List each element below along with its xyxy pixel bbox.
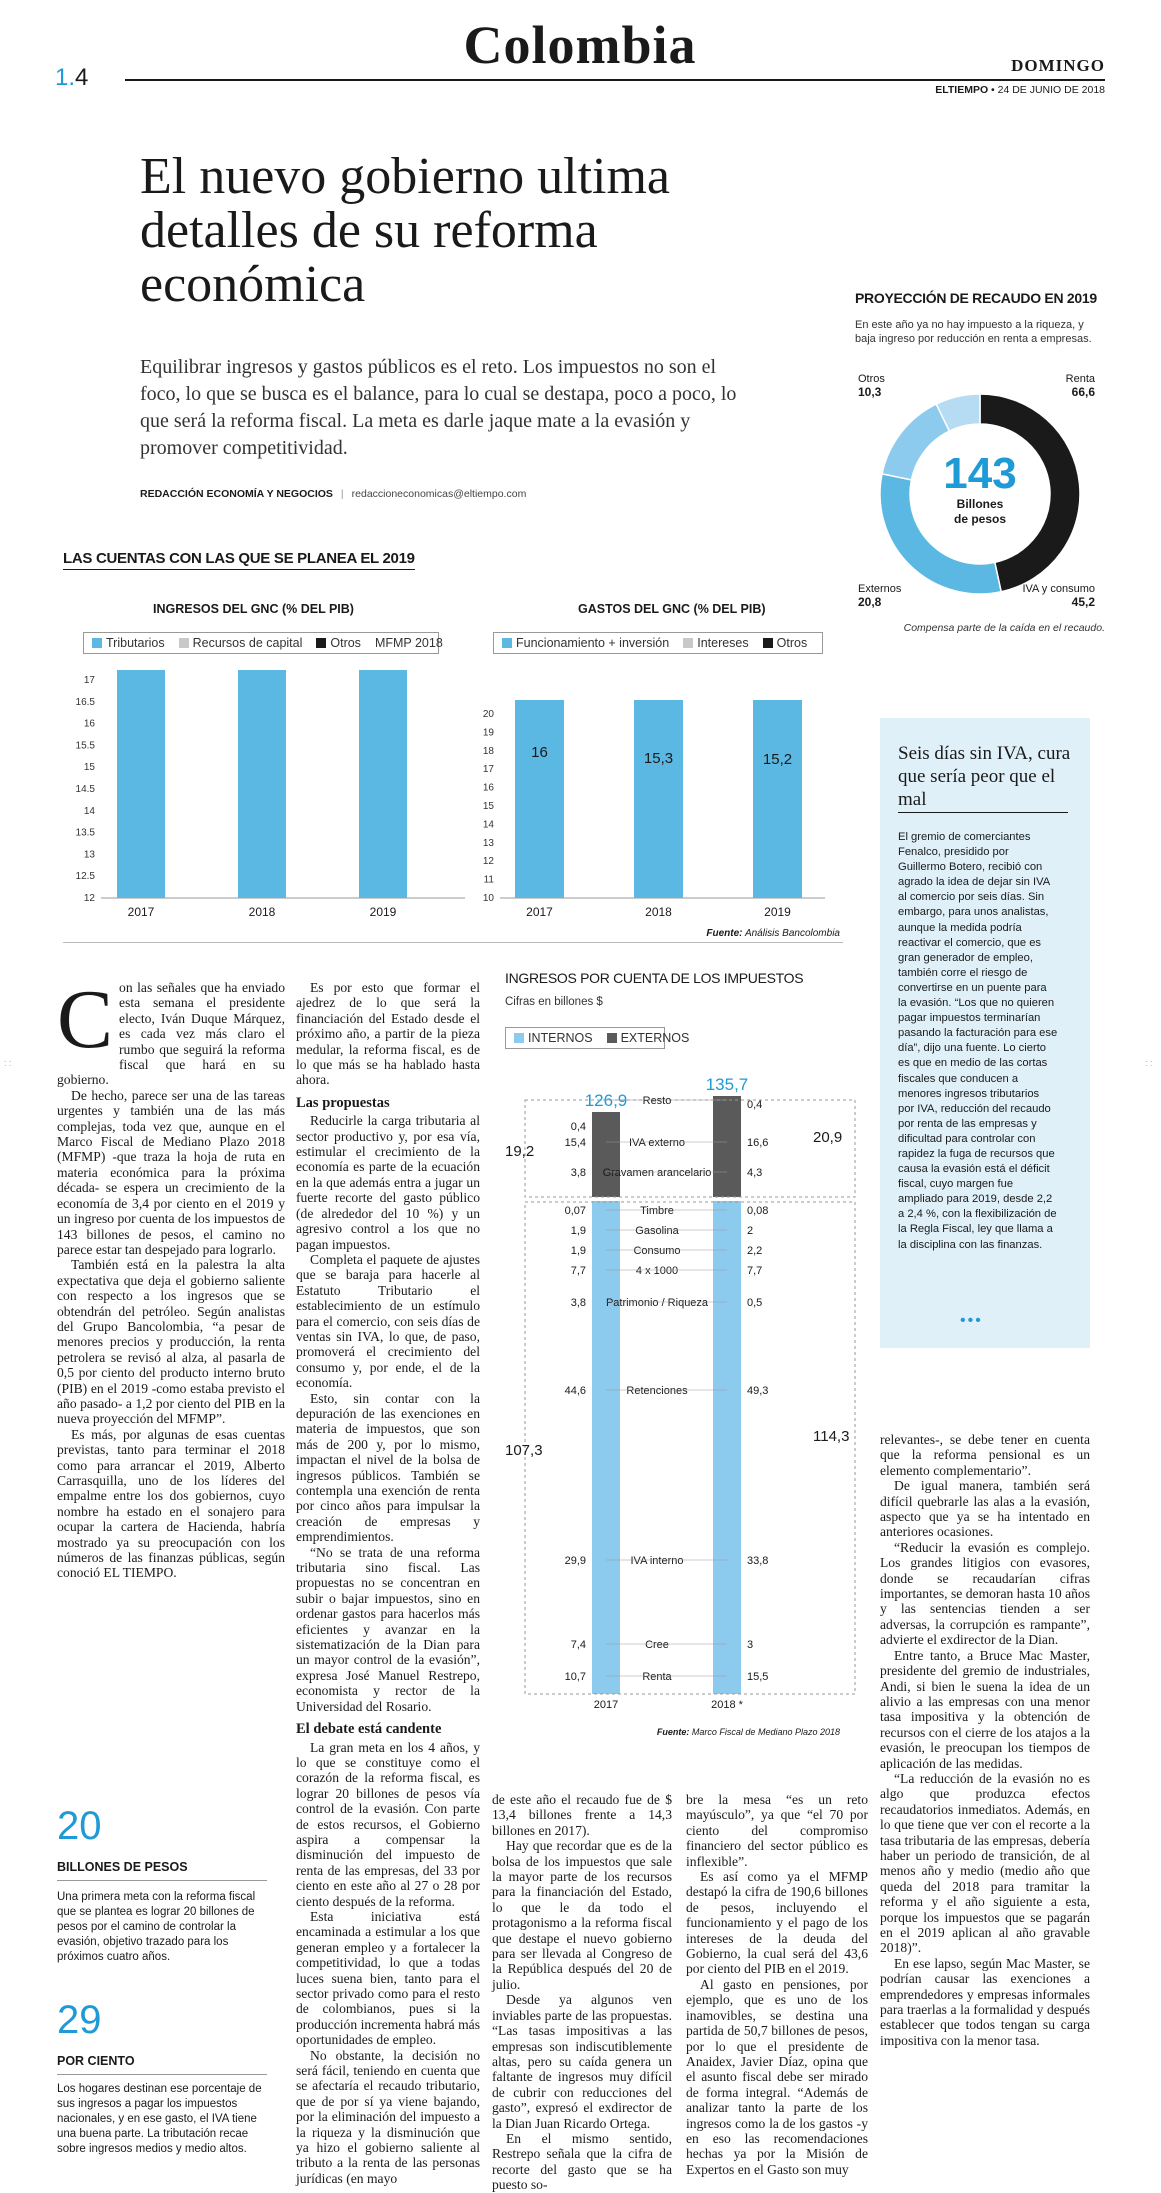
col5-para: Entre tanto, a Bruce Mac Master, presidente del gremio de industriales, Andi, si bien le suena la idea de un alivio a las empresas con una menor tasa impositiva y la obtención de recursos con el cierre de los atajos a la evasión, le preocupan los tiempos de aplicación de las medidas.: [880, 1647, 1090, 1771]
legend-tributarios: [92, 636, 165, 650]
imp-resto-value-2017: 0,4: [570, 1121, 586, 1133]
byline-author: REDACCIÓN ECONOMÍA Y NEGOCIOS: [140, 488, 333, 500]
col2-para: Esto, sin contar con la depuración de las exenciones en materia de impuestos, que son más de 200 y, por lo mismo, impactan el nivel de la bolsa de ingresos públicos. También se contempla una exención de renta por cinco años para impulsar la creación de empresas y emprendimientos.: [296, 1390, 480, 1545]
lede: Equilibrar ingresos y gastos públicos es el reto. Los impuestos no son el foco, lo que se busca es el balance, para lo cual se destapa, poco a poco, lo que será la reforma fiscal. La meta es darle jaque mate a la evasión y promover competitividad.: [140, 356, 737, 459]
col5-para: relevantes-, se debe tener en cuenta que la reforma pensional es un elemento complementario”.: [880, 1432, 1090, 1478]
imp-bar-internos-2017: [592, 1201, 620, 1694]
article-col-5: [880, 1432, 1090, 2048]
legend-mfmp-label: MFMP 2018: [374, 636, 443, 650]
imp-segment-value-2017: 3,8: [570, 1297, 586, 1309]
drop-cap: C: [57, 973, 114, 1066]
col5-para: En ese lapso, según Mac Master, se podrían causar las exenciones a emprendedores y empresas informales para traerlas a la formalidad y después establecer que todos tengan su carga impositiva con la menor tasa.: [880, 1955, 1090, 2048]
sidebar-body: El gremio de comerciantes Fenalco, presidido por Guillermo Botero, recibió con agrado la idea de dejar sin IVA al comercio por seis días. Sin embargo, para unos analistas, aunque la medida podría reactivar el comercio, que es gran generador de empleo, también corre el riesgo de convertirse en un puente para la evasión. “Los que no quieren pagar impuestos terminarían pasando la facturación para ese día”, dijo una fuente. Lo cierto es que en medio de las cortas fiscales que conducen a menores ingresos tributarios por IVA, reducción del recaudo por renta de las empresas y dificultad para controlar con rapidez la fuga de recursos que causa la evasión está el déficit fiscal, cuyo margen fue ampliado para 2019, desde 2,2 a 2,4 %, con la flexibilización de la Regla Fiscal, ley que llama a la disciplina con las finanzas.: [898, 831, 1058, 1251]
bar-funcionamiento-inversi-n-2017: [515, 700, 564, 898]
imp-segment-value-2018: 0,5: [747, 1297, 763, 1309]
donut-value-otros: 10,3: [858, 385, 882, 399]
ingresos-title: INGRESOS DEL GNC (% DEL PIB): [153, 602, 354, 616]
col2-para: La gran meta en los 4 años, y lo que se constituye como el corazón de la reforma fiscal, es lograr 20 billones de pesos vía control de la evasión. Con parte de estos recursos, el Gobierno aspira a compensar la disminución del impuesto de renta de las empresas, del 33 por ciento en este año al 27 o 28 por ciento después de la reforma.: [296, 1739, 480, 1909]
legend-externos-label: EXTERNOS: [620, 1031, 690, 1045]
legend-recursos-label: Recursos de capital: [192, 636, 303, 650]
col5-para: “Reducir la evasión es complejo. Los grandes litigios con evasores, donde se recaudarían cifras importantes, se demoran hasta 10 años y las sentencias tienden a ser adversas, la corrupción es rampante”, advierte el exdirector de la Dian.: [880, 1539, 1090, 1648]
y-tick-label: 16: [482, 782, 494, 794]
imp-segment-name: IVA interno: [630, 1555, 684, 1567]
legend-funcionamiento-label: Funcionamiento + inversión: [516, 636, 670, 650]
imp-total-label: 135,7: [705, 1075, 749, 1094]
bar-label: 15,2: [762, 751, 793, 769]
imp-segment-value-2018: 2: [747, 1225, 754, 1237]
x-tick-label: 2017: [526, 905, 553, 919]
col2-para: Esta iniciativa está encaminada a estimular a los que generan empleo y a fortalecer la competitividad, lo que a todas luces suena bien, tanto para el sector privado como para el resto de colombianos, pues si la producción incrementa habrá más oportunidades de empleo.: [296, 1908, 480, 2048]
imp-group-label-internos: 107,3: [505, 1442, 543, 1459]
byline: REDACCIÓN ECONOMÍA Y NEGOCIOS | redaccioneconomicas@eltiempo.com: [140, 488, 527, 500]
legend-internos: [514, 1031, 593, 1045]
y-tick-label: 12.5: [75, 871, 95, 883]
impuestos-source-label: Fuente:: [656, 1727, 690, 1737]
date-text: • 24 DE JUNIO DE 2018: [988, 84, 1105, 96]
imp-segment-value-2018: 15,5: [747, 1671, 769, 1683]
y-tick-label: 12: [482, 856, 494, 868]
legend-recursos: [179, 636, 303, 650]
y-tick-label: 10: [482, 893, 494, 904]
y-tick-label: 11: [483, 874, 494, 886]
bar-tributarios-2019: [359, 670, 407, 898]
gastos-chart: [480, 700, 860, 930]
bar-label: 16: [531, 743, 548, 761]
imp-bar-externos-2018: [713, 1096, 741, 1197]
legend-otros: [316, 636, 361, 650]
imp-x-label: 2017: [593, 1699, 619, 1711]
stat-rule-29: [57, 2074, 267, 2075]
col1-para: De hecho, parece ser una de las tareas urgentes y también una de las más complejas, toda vez que, aunque en el Marco Fiscal de Mediano Plazo 2018 (MFMP) -que traza la hoja de ruta en materia económica para la próxima década- se espera un crecimiento de la economía de 3,4 por ciento en el 2019 y un ingreso por cuenta de los impuestos de 143 billones de pesos, el camino no parece estar tan despejado para lograrlo.: [57, 1087, 285, 1257]
imp-bar-externos-2017: [592, 1112, 620, 1197]
x-tick-label: 2018: [645, 905, 672, 919]
y-tick-label: 14.5: [75, 784, 95, 795]
x-tick-label: 2017: [127, 905, 155, 919]
col2-para: Es por esto que formar el ajedrez de lo que será la financiación del Estado desde el próximo año, a partir de la pieza medular, la reforma fiscal, es de lo que más se ha hablado hasta ahora.: [296, 980, 480, 1088]
bar-funcionamiento-inversi-n-2019: [753, 700, 802, 898]
y-tick-label: 13: [83, 849, 95, 861]
col4-para: Al gasto en pensiones, por ejemplo, que es uno de los inamovibles, se destina una partida de 50,7 billones de pesos, por lo que el presidente de Anaidex, Javier Díaz, opina que el asunto fiscal debe ser mirado de forma integral. “Además de analizar tanto la parte de los ingresos como la de los gastos -y en eso las recomendaciones hechas ya por la Misión de Expertos en el Gasto son muy: [686, 1976, 868, 2177]
y-tick-label: 12: [83, 893, 95, 904]
gastos-legend: [493, 632, 823, 654]
y-tick-label: 17: [83, 675, 95, 686]
donut-center-unit-1: Billones: [956, 497, 1004, 511]
page-number-section: 1.: [55, 64, 76, 91]
legend-otros-gastos: [763, 636, 808, 650]
y-tick-label: 20: [482, 709, 494, 720]
imp-segment-value-2018: 4,3: [747, 1167, 763, 1179]
bar-tributarios-2018: [238, 670, 286, 898]
cuentas-source: [660, 928, 840, 939]
legend-mfmp: [375, 636, 443, 650]
byline-email: redaccioneconomicas@eltiempo.com: [351, 488, 527, 500]
imp-segment-name: Consumo: [633, 1245, 681, 1257]
imp-segment-value-2017: 7,7: [570, 1265, 586, 1277]
y-tick-label: 14: [482, 819, 494, 831]
proyeccion-title: PROYECCIÓN DE RECAUDO EN 2019: [855, 290, 1097, 306]
paper-name: ELTIEMPO: [935, 84, 989, 96]
gastos-title: GASTOS DEL GNC (% DEL PIB): [578, 602, 766, 616]
subhead-propuestas: Las propuestas: [296, 1094, 390, 1111]
legend-externos: [607, 1031, 690, 1045]
margin-mark-left: : :: [4, 1058, 12, 1068]
imp-segment-name: Resto: [642, 1095, 672, 1107]
imp-segment-value-2018: 0,08: [747, 1205, 769, 1217]
y-tick-label: 15: [83, 762, 95, 774]
legend-funcionamiento: [502, 636, 669, 650]
impuestos-chart: [495, 1060, 875, 1730]
donut-value-externos: 20,8: [858, 595, 882, 609]
bar-funcionamiento-inversi-n-2018: [634, 700, 683, 898]
imp-segment-value-2017: 10,7: [564, 1671, 586, 1683]
imp-segment-value-2018: 16,6: [747, 1137, 769, 1149]
col3-para: Desde ya algunos ven inviables parte de las propuestas. “Las tasas impositivas a las empresas son indiscutiblemente altas, pero su caída genera un faltante de ingresos muy difícil de cubrir con reducciones del gasto”, expresó el exdirector de la Dian Juan Ricardo Ortega.: [492, 1992, 672, 2131]
y-tick-label: 13.5: [75, 827, 95, 839]
stat-text-20: Una primera meta con la reforma fiscal que se plantea es lograr 20 billones de pesos por el camino de controlar la evasión, objetivo trazado para los próximos cuatro años.: [57, 1891, 256, 1963]
imp-segment-value-2017: 3,8: [570, 1167, 586, 1179]
imp-segment-value-2017: 7,4: [570, 1639, 586, 1651]
ingresos-legend: [83, 632, 443, 654]
bar-tributarios-2017: [117, 670, 165, 898]
imp-x-label: 2018 *: [711, 1699, 743, 1711]
subhead-debate: El debate está candente: [296, 1721, 442, 1738]
col2-para: Completa el paquete de ajustes que se baraja para hacerle al Estatuto Tributario el establecimiento de un estímulo para el comercio, con seis días de ventas sin IVA, lo que, de paso, promoverá el crecimiento del consumo y, por ende, el de la economía.: [296, 1251, 480, 1391]
imp-segment-value-2017: 1,9: [570, 1225, 586, 1237]
impuestos-title: INGRESOS POR CUENTA DE LOS IMPUESTOS: [505, 970, 804, 986]
imp-group-label-externos: 19,2: [505, 1143, 535, 1160]
imp-segment-value-2017: 15,4: [564, 1137, 586, 1149]
impuestos-subtitle: Cifras en billones $: [505, 996, 603, 1008]
y-tick-label: 15: [482, 801, 494, 812]
col1-first-para: on las señales que ha enviado esta semana el presidente electo, Iván Duque Márquez, es cada vez más claro el rumbo que seguirá la reforma fiscal que hará en su gobierno.: [57, 980, 285, 1088]
imp-group-label-internos: 114,3: [813, 1428, 850, 1445]
section-title: Colombia: [463, 15, 697, 75]
col5-para: De igual manera, también será difícil quebrarle las alas a la evasión, aspecto que ya se ha intentado en anteriores ocasiones.: [880, 1478, 1090, 1540]
col2-para: “No se trata de una reforma tributaria sino fiscal. Las propuestas no se concentran en subir o bajar impuestos, sino en ordenar gastos para hacerlos más eficientes y avanzar en la sistematización de la Dian para un mayor control de la evasión”, expresa José Manuel Restrepo, economista y rector de la Universidad del Rosario.: [296, 1544, 480, 1714]
impuestos-source-text: Marco Fiscal de Mediano Plazo 2018: [691, 1727, 840, 1737]
donut-center-unit-2: de pesos: [953, 512, 1007, 526]
article-col-3: [492, 1792, 672, 2193]
proyeccion-note: Compensa parte de la caída en el recaudo.: [903, 622, 1105, 634]
imp-segment-name: Gasolina: [635, 1225, 679, 1237]
legend-otros-label: Otros: [330, 636, 361, 650]
y-tick-label: 16.5: [75, 696, 95, 708]
imp-segment-name: IVA externo: [628, 1137, 686, 1149]
article-col-2: [296, 980, 480, 2186]
col2-para: Reducirle la carga tributaria al sector productivo y, por esa vía, estimular el crecimiento de la economía es parte de la ecuación en la que además entra a jugar un fuerte recorte del gasto público (de alrededor del 10 %) y un agresivo control a los que no pagan impuestos.: [296, 1113, 480, 1252]
legend-otros-gastos-label: Otros: [776, 636, 808, 650]
cuentas-source-text: Análisis Bancolombia: [744, 928, 840, 939]
col1-para: Es más, por algunas de esas cuentas previstas, tanto para terminar el 2018 como para arrancar el 2019, Alberto Carrasquilla, uno de los líderes del empalme entre los dos gobiernos, cuyo nombre ha estado en el sonajero para ocupar la cartera de Hacienda, habría mostrado ya su preocupación con los números de las finanzas públicas, según conoció EL TIEMPO.: [57, 1426, 285, 1581]
y-tick-label: 18: [482, 745, 494, 757]
donut-label-renta: Renta: [1065, 373, 1095, 385]
donut-center-value: 143: [943, 449, 1017, 498]
y-tick-label: 16: [83, 718, 95, 730]
col4-para: Es así como ya el MFMP destapó la cifra de 190,6 billones de pesos, incluyendo el funcionamiento y el pago de los intereses de la deuda del Gobierno, la cual será del 43,6 por ciento del PIB en el 2019.: [686, 1869, 868, 1977]
donut-value-iva-y-consumo: 45,2: [1071, 595, 1095, 609]
article-col-4: [686, 1792, 868, 2177]
legend-intereses: [683, 636, 748, 650]
imp-segment-value-2017: 0,07: [564, 1205, 586, 1217]
donut-value-renta: 66,6: [1071, 385, 1095, 399]
stat-rule-20: [57, 1880, 267, 1881]
imp-segment-value-2018: 7,7: [747, 1265, 763, 1277]
proyeccion-subtitle: En este año ya no hay impuesto a la riqueza, y baja ingreso por reducción en renta a empresas.: [855, 319, 1092, 345]
imp-segment-value-2018: 49,3: [747, 1385, 769, 1397]
col3-para: de este año el recaudo fue de $ 13,4 billones frente a 14,3 billones en 2017).: [492, 1792, 672, 1838]
x-tick-label: 2018: [248, 905, 276, 919]
imp-segment-name: Cree: [645, 1639, 669, 1651]
imp-segment-name: Retenciones: [626, 1385, 688, 1397]
imp-group-label-externos: 20,9: [813, 1129, 843, 1146]
bar-label: 15,3: [643, 750, 674, 768]
col1-para: También está en la palestra la alta expectativa que deja el gobierno saliente con respecto a los ingresos que se obtendrán del petróleo. Según analistas del Grupo Bancolombia, “a pesar de menores precios y producción, la renta petrolera se revisó al alza, al pasarla de 0,5 por ciento del producto interno bruto (PIB) en el 2019 -como estaba previsto el año pasado- a 1,2 por ciento del PIB en la nueva proyección del MFMP”.: [57, 1257, 285, 1427]
y-tick-label: 19: [482, 727, 494, 739]
imp-resto-value-2018: 0,4: [747, 1099, 763, 1111]
y-tick-label: 17: [482, 764, 494, 776]
article-col-1: [57, 973, 285, 1581]
y-tick-label: 15.5: [75, 740, 95, 752]
col2-para: No obstante, la decisión no será fácil, teniendo en cuenta que se afectaría el recaudo tributario, que de por sí ya viene bajando, por la eliminación del impuesto a la riqueza y la disminución que ya hizo el gobierno saliente al tributo a la renta de las personas jurídicas (en mayo: [296, 2047, 480, 2186]
donut-label-iva-y-consumo: IVA y consumo: [1022, 583, 1095, 595]
legend-internos-label: INTERNOS: [528, 1031, 593, 1045]
donut-slice-externos: [882, 404, 949, 480]
day-label: DOMINGO: [1011, 56, 1105, 75]
x-tick-label: 2019: [369, 905, 397, 919]
imp-segment-name: Patrimonio / Riqueza: [605, 1297, 709, 1309]
col3-para: En el mismo sentido, Restrepo señala que la cifra de recorte del gasto que se ha puesto so-: [492, 2130, 672, 2193]
imp-bar-internos-2018: [713, 1201, 741, 1694]
cuentas-heading: LAS CUENTAS CON LAS QUE SE PLANEA EL 2019: [63, 550, 415, 570]
stat-number-29: 29: [57, 1998, 102, 2042]
imp-segment-name: Gravamen arancelario: [602, 1167, 712, 1179]
legend-tributarios-label: Tributarios: [106, 636, 165, 650]
imp-segment-value-2017: 29,9: [564, 1555, 586, 1567]
y-tick-label: 13: [482, 837, 494, 849]
charts-bottom-rule: [63, 942, 843, 943]
sidebar-title: Seis días sin IVA, cura que sería peor que el mal: [898, 743, 1071, 810]
imp-total-label: 126,9: [584, 1091, 628, 1110]
page-number: [55, 64, 88, 92]
sidebar-dots: •••: [960, 1312, 983, 1329]
imp-segment-name: 4 x 1000: [635, 1265, 679, 1277]
x-tick-label: 2019: [764, 905, 791, 919]
stat-number-20: 20: [57, 1804, 102, 1848]
imp-segment-value-2017: 44,6: [564, 1385, 586, 1397]
impuestos-legend: [505, 1027, 690, 1049]
col4-para: bre la mesa “es un reto mayúsculo”, ya que “el 70 por ciento del compromiso financiero del sector público es inflexible”.: [686, 1792, 868, 1869]
y-tick-label: 14: [83, 805, 95, 817]
col3-para: Hay que recordar que es de la bolsa de los impuestos que sale la mayor parte de los recursos para la financiación del Estado, lo que le da todo el protagonismo a la reforma fiscal que destape el nuevo gobierno para ser llevada al Congreso de la República después del 20 de julio.: [492, 1838, 672, 1992]
donut-chart: [850, 366, 1120, 636]
imp-segment-value-2018: 3: [747, 1639, 754, 1651]
dateline: [880, 84, 1105, 96]
headline: El nuevo gobierno ultima detalles de su reforma económica: [140, 148, 671, 313]
donut-label-externos: Externos: [858, 583, 902, 595]
stat-label-20: BILLONES DE PESOS: [57, 1860, 188, 1874]
impuestos-source: [600, 1727, 840, 1737]
imp-segment-name: Renta: [642, 1671, 672, 1683]
margin-mark-right: : :: [1145, 1058, 1153, 1068]
donut-label-otros: Otros: [858, 373, 885, 385]
ingresos-chart: [55, 670, 475, 930]
masthead-rule: [125, 79, 1105, 81]
stat-text-29: Los hogares destinan ese porcentaje de sus ingresos a pagar los impuestos nacionales, y en ese gasto, el IVA tiene una buena parte. La tributación recae sobre ingresos medios y medio altos.: [57, 2083, 262, 2155]
col5-para: “La reducción de la evasión no es algo que produzca efectos recaudatorios inmediatos. Además, en lo que tiene que ver con el recorte a la tasa tributaria de las empresas, debería haber un periodo de transición, de al menos año y medio (medio año que queda del 2018 para tramitar la reforma y el año siguiente a esta, porque los impuestos que se pagarán en el 2019 aplican al año gravable 2018)”.: [880, 1770, 1090, 1956]
legend-intereses-label: Intereses: [697, 636, 749, 650]
imp-segment-value-2018: 33,8: [747, 1555, 769, 1567]
imp-segment-value-2018: 2,2: [747, 1245, 763, 1257]
imp-segment-name: Timbre: [640, 1205, 674, 1217]
sidebar-title-rule: [898, 812, 1068, 813]
cuentas-source-label: Fuente:: [706, 928, 743, 939]
page-number-page: 4: [75, 64, 89, 91]
stat-label-29: POR CIENTO: [57, 2054, 135, 2068]
imp-segment-value-2017: 1,9: [570, 1245, 586, 1257]
